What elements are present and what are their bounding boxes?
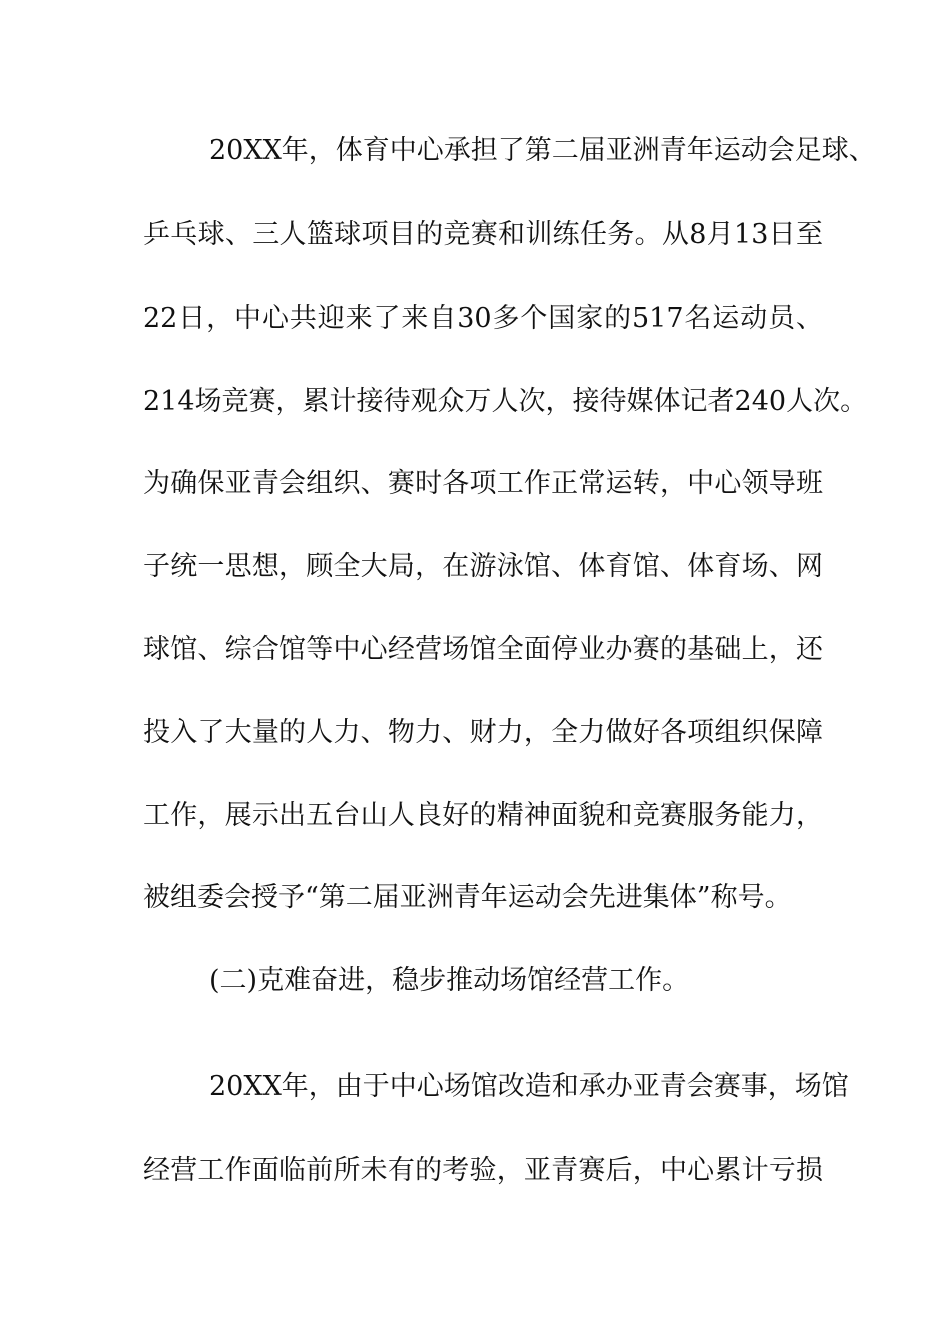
paragraph-1-line-4: 214场竞赛，累计接待观众万人次，接待媒体记者240人次。 — [143, 386, 868, 417]
paragraph-1-line-2: 乒乓球、三人篮球项目的竞赛和训练任务。从8月13日至 — [143, 219, 823, 250]
paragraph-1-line-10: 被组委会授予“第二届亚洲青年运动会先进集体”称号。 — [143, 882, 792, 913]
paragraph-1-line-3: 22日，中心共迎来了来自30多个国家的517名运动员、 — [143, 303, 823, 334]
paragraph-1-line-7: 球馆、综合馆等中心经营场馆全面停业办赛的基础上，还 — [143, 634, 823, 665]
paragraph-1-line-1: 20XX年，体育中心承担了第二届亚洲青年运动会足球、 — [209, 135, 876, 166]
paragraph-3-line-2: 经营工作面临前所未有的考验，亚青赛后，中心累计亏损 — [143, 1155, 823, 1186]
paragraph-1-line-8: 投入了大量的人力、物力、财力，全力做好各项组织保障 — [143, 717, 823, 748]
paragraph-1-line-9: 工作，展示出五台山人良好的精神面貌和竞赛服务能力， — [143, 800, 823, 831]
paragraph-3-line-1: 20XX年，由于中心场馆改造和承办亚青会赛事，场馆 — [209, 1071, 849, 1102]
section-heading: (二)克难奋进，稳步推动场馆经营工作。 — [209, 965, 690, 996]
paragraph-1-line-6: 子统一思想，顾全大局，在游泳馆、体育馆、体育场、网 — [143, 551, 823, 582]
paragraph-1-line-5: 为确保亚青会组织、赛时各项工作正常运转，中心领导班 — [143, 468, 823, 499]
